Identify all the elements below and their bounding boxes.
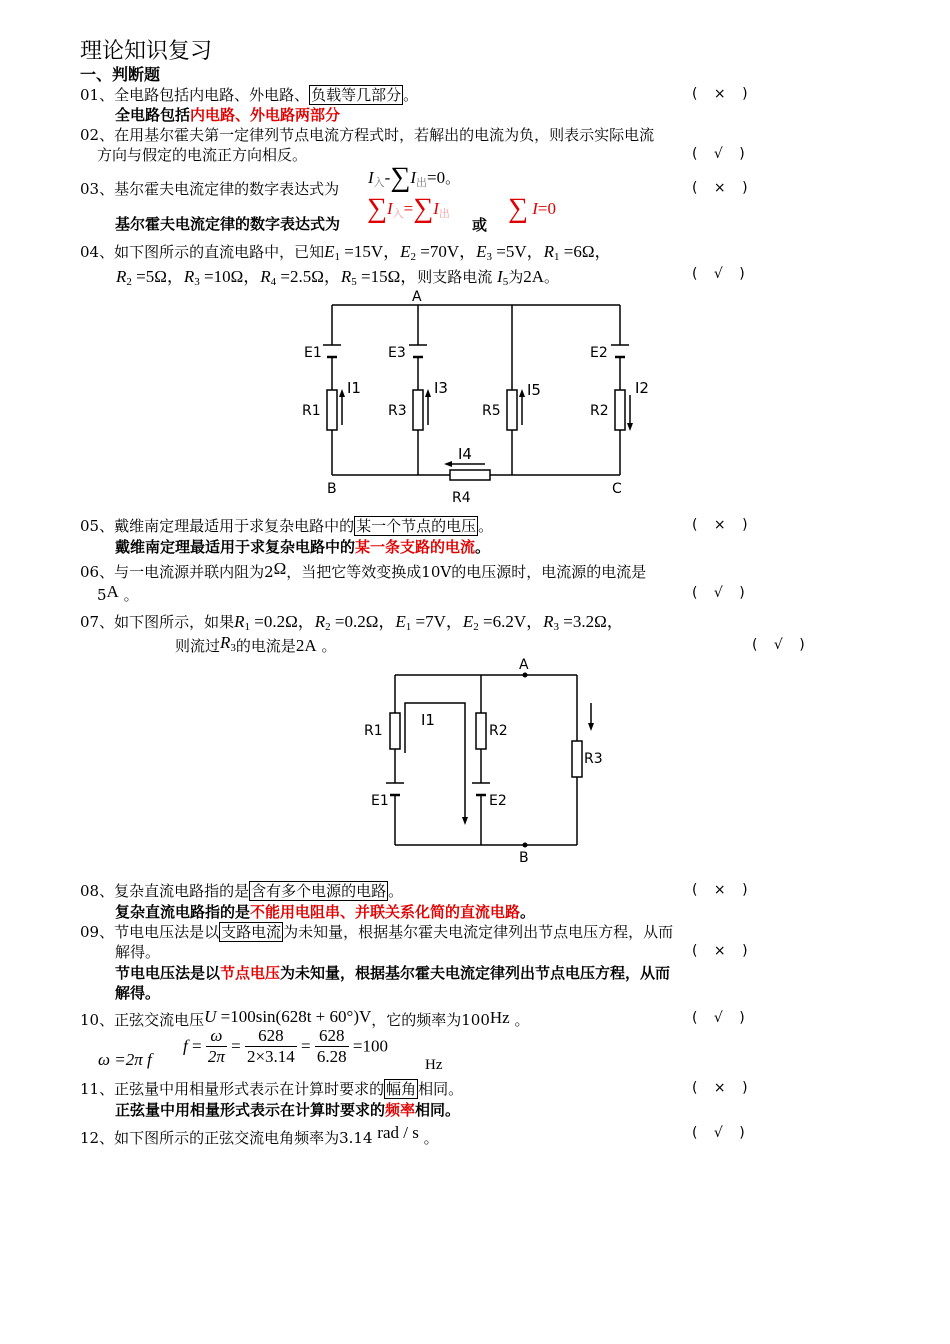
correction-01: 全电路包括内电路、外电路两部分	[115, 106, 341, 124]
question-04-line1: 04、如下图所示的直流电路中，已知$E_1 =15V$，$E_2 =70V$，$E_3 =5V$，$R_1 =6\Omega$，	[80, 242, 612, 263]
correction-09-line1: 节电电压法是以节点电压为未知量，根据基尔霍夫电流定律列出节点电压方程，从而	[115, 964, 671, 982]
question-11: 11、正弦量中用相量形式表示在计算时要求的 幅角 相同。	[80, 1080, 464, 1098]
r3-label: R3	[584, 751, 603, 767]
r1-label: R1	[364, 723, 383, 739]
question-09-line1: 09、节电电压法是以 支路电流 为未知量，根据基尔霍夫电流定律列出节点电压方程，从而	[80, 923, 674, 941]
node-c-label: C	[612, 481, 622, 497]
frequency-calculation: f = $\frac{\omega}{2\pi}$ = $\frac{628}{2\times 3.14}$ = $\frac{628}{6.28}$ =100	[183, 1026, 388, 1066]
boxed-phrase: 某一个节点的电压	[356, 517, 477, 535]
i1-label: I1	[347, 379, 361, 397]
node-b-label: B	[327, 481, 337, 497]
i1-label: I1	[421, 711, 435, 729]
answer-07: ( √ )	[752, 637, 811, 653]
answer-08: ( × )	[692, 882, 754, 898]
r4-label: R4	[452, 490, 471, 506]
correction-09-line2: 解得。	[115, 984, 161, 1002]
question-03: 03、基尔霍夫电流定律的数字表达式为	[80, 180, 340, 198]
or-label: 或	[472, 216, 488, 234]
r2-label: R2	[590, 403, 609, 419]
answer-02: ( √ )	[692, 146, 751, 162]
question-08: 08、复杂直流电路指的是 含有多个电源的电路 。	[80, 882, 404, 900]
answer-01: ( × )	[692, 86, 754, 102]
correction-08: 复杂直流电路指的是不能用电阻串、并联关系化简的直流电路。	[115, 903, 536, 921]
correction-11: 正弦量中用相量形式表示在计算时要求的频率相同。	[115, 1101, 461, 1119]
node-a-label: A	[519, 657, 529, 673]
omega-formula: ω =2π f	[98, 1050, 152, 1069]
e1-label: E1	[371, 793, 389, 809]
question-05: 05、戴维南定理最适用于求复杂电路中的 某一个节点的电压 。	[80, 517, 494, 535]
question-02-line2: 方向与假定的电流正方向相反。	[97, 146, 308, 164]
answer-09: ( × )	[692, 943, 754, 959]
kcl-wrong-formula: $I_入-\sum I_出=0$。	[368, 162, 461, 193]
question-02-line1: 02、在用基尔霍夫第一定律列节点电流方程式时，若解出的电流为负，则表示实际电流	[80, 126, 655, 144]
e2-label: E2	[489, 793, 507, 809]
r2-label: R2	[489, 723, 508, 739]
question-01: 01、全电路包括内电路、外电路、 负载等几部分 。	[80, 86, 419, 104]
answer-03: ( × )	[692, 180, 754, 196]
e2-label: E2	[590, 345, 608, 361]
question-04-line2: $R_2 =5\Omega$，$R_3 =10\Omega$，$R_4 =2.5\Omega$，$R_5 =15\Omega$，则支路电流 $I_5$为2A。	[116, 267, 560, 288]
answer-12: ( √ )	[692, 1125, 751, 1141]
answer-04: ( √ )	[692, 266, 751, 282]
answer-05: ( × )	[692, 517, 754, 533]
boxed-phrase: 支路电流	[221, 923, 282, 941]
boxed-phrase: 幅角	[386, 1080, 417, 1098]
r1-label: R1	[302, 403, 321, 419]
r5-label: R5	[482, 403, 501, 419]
correction-05: 戴维南定理最适用于求复杂电路中的某一条支路的电流。	[115, 538, 491, 556]
i2-label: I2	[635, 379, 649, 397]
frequency-unit: Hz	[425, 1057, 443, 1073]
answer-10: ( √ )	[692, 1010, 751, 1026]
i4-label: I4	[458, 445, 472, 463]
question-06-line2: 5A 。	[97, 582, 139, 604]
e1-label: E1	[304, 345, 322, 361]
page-title: 理论知识复习	[80, 39, 213, 64]
e3-label: E3	[388, 345, 406, 361]
question-12: 12、如下图所示的正弦交流电角频率为3.14 rad / s 。	[80, 1123, 439, 1147]
answer-06: ( √ )	[692, 585, 751, 601]
question-09-line2: 解得。	[115, 943, 161, 961]
i5-label: I5	[527, 381, 541, 399]
boxed-phrase: 含有多个电源的电路	[251, 882, 387, 900]
question-07-line1: 07、如下图所示，如果$R_1 =0.2\Omega$，$R_2 =0.2\Omega$，$E_1 =7V$，$E_2 =6.2V$，$R_3 =3.2\Omega$，	[80, 612, 624, 633]
circuit-diagram-2	[355, 655, 603, 870]
question-10: 10、正弦交流电压U =100sin(628t + 60°)V，它的频率为100Hz 。	[80, 1007, 530, 1029]
section-heading: 一、判断题	[80, 65, 161, 84]
answer-11: ( × )	[692, 1080, 754, 1096]
boxed-phrase: 负载等几部分	[311, 86, 402, 104]
question-07-line2: 则流过$R_3$的电流是2A 。	[175, 633, 337, 655]
correction-03: 基尔霍夫电流定律的数字表达式为	[115, 215, 341, 233]
node-a-label: A	[412, 289, 422, 305]
kcl-correct-formula: $\sum I_入=\sum I_出$	[367, 193, 450, 224]
node-b-label: B	[519, 850, 529, 866]
r3-label: R3	[388, 403, 407, 419]
question-06-line1: 06、与一电流源并联内阻为2Ω，当把它等效变换成10V的电压源时，电流源的电流是	[80, 559, 647, 581]
i3-label: I3	[434, 379, 448, 397]
kcl-alt-formula: ∑ I=0	[508, 193, 556, 224]
circuit-diagram-1	[290, 285, 660, 510]
